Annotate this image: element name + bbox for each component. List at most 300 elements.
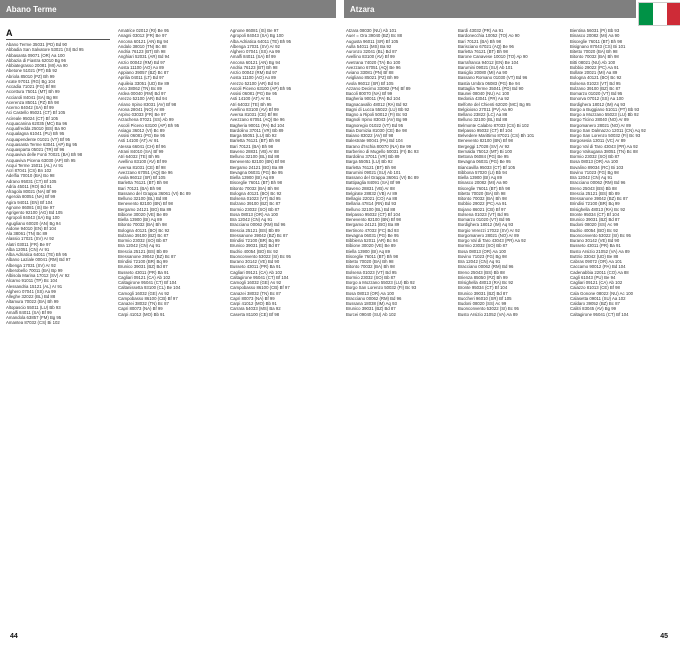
index-entry: Alessandria 15121 (AL) Ar 91 — [6, 283, 63, 289]
index-entry: Bisceglie 76011 (BT) Bh 98 — [458, 185, 510, 191]
index-entry: Alba 12051 (CN) Ar 91 — [6, 246, 50, 252]
index-entry: Borgomanero 28021 (NO) Ar 89 — [458, 232, 519, 238]
index-entry: Asti 14100 (AT) Ar 91 — [118, 138, 159, 144]
index-column-2 — [118, 28, 222, 612]
index-entry: Bardi 43032 (PR) Aa 91 — [458, 28, 504, 33]
index-entry: Bra 12042 (CN) Aq 91 — [118, 243, 161, 249]
index-entry: Ariano Irpino 83031 (AV) Bf 98 — [118, 101, 177, 107]
index-entry: Bolsena 01023 (VT) Bd 95 — [230, 196, 281, 201]
index-entry: Borgo Val di Taro 43043 (PR) Aa 92 — [458, 238, 526, 243]
index-entry: Battipaglia 84091 (SA) Bf 99 — [346, 180, 401, 186]
index-entry: Adria 45011 (RO) Bd 91 — [6, 183, 52, 189]
index-entry: Brindisi 72100 (BR) Bq 99 — [230, 238, 280, 243]
index-entry: Arzachena 07021 (SS) Ab 99 — [118, 117, 174, 123]
index-entry: Busseto 43011 (PR) Ba 91 — [230, 264, 281, 270]
flag-stripe-red — [667, 3, 680, 25]
index-entry: Bormio 23032 (SO) Bb 87 — [230, 206, 280, 212]
index-entry: Acqualagna 61041 (PU) Bh 95 — [6, 131, 65, 137]
index-entry: Buonconvento 53022 (SI) Bc 95 — [458, 306, 519, 312]
index-entry: Assisi 06081 (PG) Be 95 — [230, 91, 278, 96]
running-head-right: Atzara — [344, 0, 636, 18]
index-entry: Bertinoro 47032 (FC) Bd 93 — [346, 227, 399, 233]
index-entry: Bari 70121 (BA) Bh 98 — [118, 185, 161, 191]
index-entry: Abbadia San Salvatore 53021 (SI) Bd 95 — [6, 47, 84, 53]
index-entry: Ascoli Piceno 63100 (AP) Bh 95 — [118, 122, 180, 128]
index-entry: Agropoli 84043 (SA) Bg 100 — [6, 215, 60, 221]
index-entry: Belgioioso 27011 (PV) Aa 90 — [458, 106, 513, 112]
index-entry: Baveno 28831 (VB) Ar 88 — [230, 148, 279, 154]
index-entry: Amatrice 02012 (RI) Be 95 — [118, 28, 169, 33]
index-entry: Accettura 75011 (MT) Bh 99 — [6, 89, 60, 95]
index-entry: Bologna 40121 (BO) Bc 92 — [118, 227, 170, 233]
index-entry: Belvedere Marittimo 87021 (CS) Bh 101 — [458, 133, 535, 138]
index-entry: Belpasso 95032 (CT) Bf 104 — [458, 127, 513, 133]
index-entry: Balestrate 90041 (PA) Bd 104 — [346, 138, 403, 144]
index-entry: Borgo San Dalmazzo 12011 (CN) Aq 92 — [570, 127, 646, 133]
index-entry: Brienza 85050 (PZ) Bh 99 — [458, 274, 508, 280]
index-entry: Appiano 39057 (BZ) Bc 87 — [118, 70, 169, 75]
index-entry: Abetone 51021 (PT) Bb 92 — [6, 68, 58, 74]
index-entry: Borgo a Buggiano 51011 (PT) Bb 93 — [570, 106, 640, 112]
index-entry: Baunei 08040 (NU) Ac 100 — [458, 91, 510, 96]
index-entry: Ascoli Piceno 63100 (AP) Bh 95 — [230, 85, 292, 91]
index-entry: Biella 13900 (BI) Aq 89 — [346, 248, 390, 254]
index-entry: Bosa 08013 (OR) Aa 100 — [346, 290, 395, 296]
index-entry: Acireale 95024 (CT) Bf 105 — [6, 115, 59, 121]
index-entry: Bettona 06084 (PG) Be 95 — [458, 154, 509, 159]
index-entry: Auer = Ora 39040 (BZ) Bc 88 — [346, 33, 403, 39]
index-entry: Budoni 08020 (SS) Ac 99 — [458, 301, 507, 306]
index-entry: Borgio Verezzi 17022 (SV) Ar 92 — [458, 227, 520, 233]
index-entry: Atrani 84010 (SA) Bf 99 — [118, 148, 164, 154]
index-entry: Albano Laziale 00041 (RM) Bd 97 — [6, 257, 71, 263]
index-entry: Bordighera 18012 (IM) Aq 93 — [458, 222, 514, 228]
index-entry: Bardolino 37011 (VR) Bb 89 — [346, 154, 400, 159]
index-entry: Anghiari 52031 (AR) Bd 94 — [118, 54, 170, 60]
index-entry: Amalfi 84011 (SA) Bf 99 — [230, 54, 276, 60]
index-entry: Busseto 43011 (PR) Ba 91 — [118, 269, 169, 275]
index-entry: Bronte 95034 (CT) Bf 104 — [570, 211, 620, 217]
index-entry: Agnone 86081 (IS) Be 97 — [6, 204, 55, 210]
index-entry: Bovino 71023 (FG) Bg 98 — [458, 253, 507, 259]
index-entry: Borgomanero 28021 (NO) Ar 89 — [570, 122, 631, 128]
index-entry: Brisighella 48013 (RA) Bc 92 — [570, 206, 626, 212]
index-entry: Ancona 60121 (AN) Bg 94 — [230, 59, 281, 65]
index-entry: Biancavilla 95033 (CT) Bf 105 — [458, 164, 516, 170]
index-entry: Arona 28041 (NO) Ar 89 — [118, 106, 165, 112]
index-entry: Belmonte Calabro 87033 (CS) Bi 102 — [458, 122, 529, 128]
index-entry: Buttrio 33042 (UD) Be 88 — [570, 253, 619, 259]
index-entry: Buonconvento 53022 (SI) Bc 95 — [570, 232, 631, 238]
index-entry: Bergamo 24121 (BG) Ba 89 — [118, 206, 172, 212]
index-entry: Bagno a Ripoli 50012 (FI) Bc 93 — [346, 112, 408, 117]
index-entry: Burcei 09040 (SU) Ab 102 — [346, 311, 396, 317]
index-entry: Bovino 71023 (FG) Bg 98 — [570, 169, 619, 175]
index-entry: Baiano 83022 (AV) Bf 98 — [346, 133, 394, 138]
index-entry: Avellino 83100 (AV) Bf 99 — [230, 106, 279, 112]
index-entry: Bacoli 80070 (NA) Bf 99 — [346, 91, 393, 96]
index-entry: Breno 25043 (BS) Bb 88 — [570, 185, 617, 191]
index-entry: Ancona 60121 (AN) Bg 94 — [118, 38, 169, 44]
index-entry: Amantea 87032 (CS) Bi 102 — [6, 320, 60, 326]
index-entry: Bisceglie 76011 (BT) Bh 98 — [230, 180, 282, 186]
index-entry: Bobbio 29022 (PC) Aa 91 — [570, 64, 619, 70]
index-entry: Benevento 82100 (BN) Bf 98 — [458, 138, 513, 144]
index-entry: Belforte del Chienti 62020 (MC) Bg 95 — [458, 101, 531, 107]
index-entry: Adelfia 70010 (BA) Bo 98 — [6, 173, 55, 179]
index-entry: Caccamo 90012 (PA) Bd 104 — [570, 264, 626, 270]
index-entry: Barisciano 67021 (AQ) Be 96 — [458, 43, 514, 49]
index-entry: Bagnacavallo 48012 (RA) Bd 92 — [346, 101, 408, 107]
index-entry: Abano Terme 35031 (PD) Bd 90 — [6, 42, 68, 47]
index-entry: Bracciano 00062 (RM) Bd 96 — [230, 222, 286, 228]
index-entry: Brindisi 72100 (BR) Bq 99 — [118, 259, 168, 264]
index-entry: Bedonia 43041 (PR) Aa 92 — [458, 96, 510, 102]
index-entry: Acquasanta Terme 63041 (AP) Bg 95 — [6, 141, 78, 147]
index-entry: Bosa 08013 (OR) Aa 100 — [458, 248, 507, 254]
index-entry: Bomarzo 01020 (VT) Bd 95 — [458, 217, 511, 222]
index-entry: Alba Adriatica 64011 (TE) Bh 95 — [6, 252, 68, 257]
index-entry: Cagliari 09121 (CA) Ab 102 — [230, 269, 283, 275]
index-entry: Burano 30142 (VE) Bd 90 — [570, 238, 620, 243]
index-entry: Acate 97011 (RG) Bg 104 — [6, 78, 56, 84]
index-entry: Albenga 17031 (SV) Ar 92 — [6, 262, 56, 268]
index-entry: Bojano 86021 (CB) Bf 97 — [458, 206, 506, 212]
index-entry: Baia Domizia 81030 (CE) Be 98 — [346, 127, 407, 133]
index-entry: Busto Arsizio 21052 (VA) Aa 89 — [458, 311, 518, 317]
index-entry: Aversa 81031 (CE) Bf 98 — [118, 164, 166, 170]
index-entry: Brunico 39031 (BZ) Bd 87 — [230, 243, 280, 249]
index-entry: Arco 38062 (TN) Bc 89 — [118, 85, 162, 91]
index-entry: Barletta 76121 (BT) Bh 98 — [118, 180, 168, 186]
index-entry: Belluno 32100 (BL) Bd 88 — [230, 154, 280, 159]
index-entry: Alghero 07041 (SS) Aa 99 — [6, 288, 56, 294]
index-entry: Bitonto 70032 (BA) Bh 98 — [346, 264, 395, 270]
index-entry: Agira 94011 (EN) Bf 104 — [6, 199, 53, 205]
index-entry: Caltagirone 95041 (CT) Bf 104 — [118, 280, 177, 285]
index-entry: Bracciano 00062 (RM) Bd 96 — [346, 295, 402, 301]
index-entry: Bisceglie 76011 (BT) Bh 98 — [570, 38, 622, 44]
index-entry: Biella 13900 (BI) Aq 89 — [230, 175, 274, 180]
index-entry: Atzara 08030 (NU) Ab 101 — [346, 28, 397, 33]
index-entry: Abbazia di Fiastra 62010 Bg 96 — [6, 57, 66, 63]
index-entry: Agrigento 92100 (AG) Bd 105 — [6, 210, 63, 215]
index-entry: Borgo a Mozzano 55023 (LU) Bb 92 — [570, 112, 639, 117]
index-entry: Aprilia 04011 (LT) Bd 97 — [118, 75, 164, 81]
index-entry: Alassio 17021 (SV) Ar 92 — [6, 236, 55, 242]
index-entry: Brunico 39031 (BZ) Bd 87 — [118, 264, 168, 270]
index-entry: Ardea 00040 (RM) Bd 97 — [118, 91, 166, 96]
index-entry: Barga 55051 (LU) Bb 92 — [230, 133, 277, 138]
index-entry: Carrara 54033 (MS) Ba 92 — [230, 306, 281, 312]
index-entry: Bolsena 01023 (VT) Bd 95 — [346, 269, 397, 275]
flag-stripe-green — [639, 3, 653, 25]
index-entry: Atri 64032 (TE) Bh 95 — [230, 101, 272, 107]
index-entry: Belluno 32100 (BL) Bd 88 — [118, 196, 168, 201]
index-entry: Aci Castello 95021 (CT) Bf 105 — [6, 110, 66, 116]
index-entry: Benevento 82100 (BN) Bf 98 — [230, 159, 285, 165]
index-entry: Bagni di Lucca 55022 (LU) Bb 92 — [346, 106, 410, 112]
index-entry: Acquaviva Picena 63030 (AP) Bh 95 — [6, 157, 76, 163]
index-entry: Acqui Terme 15011 (AL) Ar 91 — [6, 162, 64, 168]
index-entry: Canazei 38032 (TN) Bc 87 — [118, 301, 169, 306]
index-entry: Bardonecchia 10052 (TO) Ao 90 — [458, 33, 520, 39]
index-entry: Bollate 20021 (MI) Aa 89 — [570, 70, 618, 75]
index-entry: Bientina 56031 (PI) Bb 93 — [570, 28, 620, 33]
index-entry: Alghero 07041 (SS) Aa 99 — [230, 49, 280, 54]
index-entry: Bibione 30020 (VE) Be 89 — [346, 243, 396, 249]
index-column-5 — [458, 28, 562, 612]
index-entry: Aosta 11100 (AO) Ao 89 — [230, 75, 276, 81]
index-entry: Caltagirone 95041 (CT) Bf 104 — [570, 311, 629, 317]
index-entry: Anzio 00042 (RM) Bd 97 — [118, 59, 166, 65]
index-entry: Barga 55051 (LU) Bb 92 — [346, 159, 393, 165]
index-entry: Brescia 25121 (BS) Bb 89 — [118, 248, 168, 254]
index-entry: Bellano 23822 (LC) Aa 88 — [458, 112, 508, 117]
index-entry: Bagnoregio 01022 (VT) Bd 95 — [346, 122, 404, 128]
index-entry: Aversa 81031 (CE) Bf 98 — [230, 112, 278, 117]
index-entry: Bellaria 47814 (RN) Bd 93 — [346, 201, 397, 207]
index-entry: Bagnoli Irpino 83043 (AV) Bg 99 — [346, 117, 408, 123]
index-entry: Binasco 20082 (MI) Aa 90 — [570, 33, 620, 39]
index-entry: Abbiategrasso 20081 (MI) Aa 90 — [6, 63, 68, 68]
index-entry: Bevagna 06031 (PG) Be 95 — [230, 169, 283, 175]
index-entry: Brisighella 48013 (RA) Bc 92 — [458, 280, 514, 285]
index-entry: Brescia 25121 (BS) Bb 89 — [230, 227, 280, 233]
index-entry: Basiglio 20080 (MI) Aa 90 — [458, 70, 508, 75]
index-entry: Bisceglie 76011 (BT) Bh 98 — [346, 253, 398, 259]
index-entry: Bellagio 22021 (CO) Aa 88 — [346, 196, 398, 201]
index-entry: Bibbiena 52011 (AR) Bc 94 — [346, 238, 398, 243]
page-number-right: 45 — [660, 633, 668, 640]
index-entry: Avetrana 74020 (TA) Bo 100 — [346, 59, 401, 65]
index-entry: Bisignano 87043 (CS) Bi 101 — [570, 43, 626, 49]
index-entry: Acquaviva delle Fonti 70021 (BA) Bh 98 — [6, 152, 83, 158]
index-entry: Bardolino 37011 (VR) Bb 89 — [230, 127, 284, 133]
index-entry: Augusta 96011 (SR) Bf 105 — [346, 38, 399, 44]
index-entry: Borgo San Lorenzo 50032 (FI) Bc 93 — [570, 133, 641, 138]
index-entry: Borgo Valsugana 38051 (TN) Bc 88 — [570, 148, 638, 154]
index-entry: Busto Arsizio 21052 (VA) Aa 89 — [570, 248, 630, 254]
index-entry: Brunico 39031 (BZ) Bd 87 — [346, 306, 396, 312]
index-entry: Bernalda 75012 (MT) Bi 100 — [458, 148, 512, 154]
index-entry: Barletta 76121 (BT) Bh 98 — [346, 164, 396, 170]
index-entry: Bolsena 01023 (VT) Bd 95 — [458, 211, 509, 217]
index-entry: Avezzano 67051 (AQ) Be 96 — [346, 64, 401, 70]
index-entry: Bormio 23032 (SO) Bb 87 — [458, 243, 508, 249]
index-entry: Bressanone 39042 (BZ) Bc 87 — [570, 196, 628, 201]
index-entry: Agnone 86081 (IS) Be 97 — [230, 28, 279, 33]
index-entry: Andalo 38010 (TN) Bc 88 — [118, 43, 167, 49]
index-entry: Auronzo 32041 (BL) Bd 87 — [346, 49, 397, 54]
index-entry: Acquacanina 62035 (MC) Ba 96 — [6, 120, 68, 126]
index-entry: Calitri 83045 (AV) Bg 99 — [570, 306, 617, 312]
index-entry: Bitti 08021 (NU) Ab 100 — [570, 59, 616, 65]
index-entry: Anagni 03012 (FR) Be 97 — [118, 33, 167, 39]
index-entry: Bra 12042 (CN) Aq 91 — [230, 217, 273, 222]
index-entry: Carpi 41012 (MO) Bb 91 — [230, 301, 277, 306]
index-entry: Brunico 39031 (BZ) Bd 87 — [458, 290, 508, 296]
index-entry: Barumini 09021 (SU) Ab 101 — [458, 64, 513, 70]
index-entry: Caserta 81100 (CE) Bf 98 — [230, 311, 280, 317]
index-entry: Aosta 11100 (AO) Ao 89 — [118, 64, 164, 70]
index-entry: Bosa 08013 (OR) Aa 100 — [570, 159, 619, 165]
index-entry: Accadia 71021 (FG) Bf 98 — [6, 84, 56, 89]
index-entry: Buccheri 96010 (SR) Bf 105 — [458, 295, 512, 301]
index-entry: Bergeggi 17028 (SV) Ar 92 — [458, 143, 510, 149]
index-entry: Bressanone 39042 (BZ) Bc 87 — [118, 253, 176, 259]
index-column-4 — [346, 28, 450, 612]
index-entry: Altamura 70022 (BA) Bh 99 — [6, 299, 59, 305]
index-entry: Alba Adriatica 64011 (TE) Bh 95 — [230, 38, 292, 44]
index-entry: Alcamo 91011 (TP) Bc 104 — [6, 278, 58, 284]
index-entry: Bitetto 70020 (BA) Bh 98 — [458, 190, 506, 196]
index-entry: Barone Canavese 10010 (TO) Ap 90 — [458, 54, 528, 60]
index-entry: Avellino 83100 (AV) Bf 99 — [346, 54, 395, 60]
index-entry: Bracciano 00062 (RM) Bd 96 — [458, 264, 514, 270]
index-entry: Bressanone 39042 (BZ) Bc 87 — [230, 232, 288, 238]
index-entry: Bussana 18038 (IM) Aq 93 — [346, 301, 397, 306]
index-column-6 — [570, 28, 674, 612]
index-entry: Amandola 63857 (FM) Bg 95 — [6, 315, 62, 320]
index-entry: Binasco 20082 (MI) Aa 90 — [458, 180, 508, 186]
index-entry: Burano 30142 (VE) Bd 90 — [230, 259, 280, 264]
index-entry: Bitonto 70032 (BA) Bh 98 — [570, 54, 619, 60]
index-entry: Bosa 08013 (OR) Aa 100 — [230, 211, 279, 217]
index-entry: Carpi 41012 (MO) Bb 91 — [118, 311, 165, 317]
index-entry: Afragola 80021 (NA) Bf 99 — [6, 189, 57, 194]
index-entry: Bra 12042 (CN) Aq 91 — [458, 259, 501, 264]
index-entry: Camogli 16032 (GE) As 92 — [118, 290, 170, 296]
index-entry: Avezzano 67051 (AQ) Be 96 — [118, 169, 173, 175]
index-entry: Bormio 23032 (SO) Bb 87 — [346, 274, 396, 280]
index-entry: Cagli 61043 (PU) Be 94 — [570, 274, 616, 280]
index-entry: Andria 76123 (BT) Bh 98 — [230, 64, 278, 70]
index-entry: Borgo Val di Taro 43043 (PR) Aa 92 — [570, 143, 638, 149]
index-entry: Bolsena 01023 (VT) Bd 95 — [570, 80, 621, 86]
index-entry: Barletta 76121 (BT) Bh 98 — [230, 138, 280, 144]
index-entry: Bomarzo 01020 (VT) Bd 95 — [570, 91, 623, 96]
index-entry: Busseto 43011 (PR) Ba 91 — [570, 243, 621, 249]
index-entry: Aulla 54011 (MS) Ba 92 — [346, 43, 392, 49]
index-entry: Cabras 09072 (OR) Aa 101 — [570, 259, 623, 264]
index-entry: Atessa 66041 (CH) Bf 96 — [118, 143, 166, 149]
index-entry: Bormio 23032 (SO) Bb 87 — [570, 154, 620, 159]
index-entry: Bassano del Grappa 36061 (VI) Bc 89 — [346, 175, 419, 180]
index-entry: Arezzo 52100 (AR) Bd 94 — [118, 96, 167, 102]
index-entry: Alleghe 32022 (BL) Bd 88 — [6, 294, 56, 299]
index-entry: Biella 13900 (BI) Aq 89 — [458, 175, 502, 180]
index-entry: Bonorva 07012 (SS) Aa 100 — [570, 96, 624, 102]
index-entry: Azzano Decimo 33082 (PN) Bf 89 — [346, 85, 411, 91]
index-entry: Bitonto 70032 (BA) Bh 98 — [458, 196, 507, 201]
index-entry: Atri 64032 (TE) Bh 95 — [118, 154, 160, 159]
index-entry: Altopascio 55011 (LU) Bb 93 — [6, 304, 61, 310]
index-entry: Acerenza 85011 (PZ) Bh 98 — [6, 99, 59, 105]
index-entry: Campobasso 86100 (CB) Bf 97 — [230, 285, 290, 291]
index-entry: Barberino di Mugello 50031 (FI) Bc 93 — [346, 148, 419, 154]
index-entry: Bari 70121 (BA) Bh 98 — [458, 38, 501, 44]
index-entry: Cagliari 09121 (CA) Ab 102 — [570, 280, 623, 285]
index-entry: Avola 96012 (SR) Bf 105 — [118, 175, 166, 180]
index-entry: Camogli 16032 (GE) As 92 — [230, 280, 282, 285]
index-entry: Bagheria 90011 (PA) Bd 104 — [346, 96, 401, 102]
index-entry: Bolzano 39100 (BZ) Bc 87 — [230, 201, 281, 207]
index-entry: Asiago 36012 (VI) Bc 89 — [118, 127, 165, 133]
section-letter: A — [6, 28, 110, 40]
index-entry: Agugliano 60020 (AN) Bg 94 — [6, 220, 61, 226]
index-entry: Caldaro 39052 (BZ) Bc 87 — [570, 301, 620, 306]
index-entry: Bitonto 70032 (BA) Bh 98 — [118, 222, 167, 228]
index-entry: Aidone 94010 (EN) Bf 104 — [6, 225, 57, 231]
index-entry: Caltagirone 95041 (CT) Bf 104 — [230, 274, 289, 280]
index-entry: Barrafranca 94012 (EN) Be 104 — [458, 59, 519, 65]
flag-stripe-white — [653, 3, 667, 25]
index-entry: Bergamo 24121 (BG) Ba 89 — [230, 164, 284, 170]
index-entry: Abriola 85010 (PZ) Bh 99 — [6, 73, 55, 79]
index-entry: Bologna 40121 (BO) Bc 92 — [570, 75, 622, 81]
index-entry: Cala Gonone 08022 (NU) Ac 100 — [570, 290, 634, 296]
index-entry: Baveno 28831 (VB) Ar 88 — [346, 185, 395, 191]
index-entry: Belpasso 95032 (CT) Bf 104 — [346, 211, 401, 217]
index-entry: Barumini 09021 (SU) Ab 101 — [346, 169, 401, 175]
index-entry: Avellino 83100 (AV) Bf 99 — [118, 159, 167, 165]
index-entry: Calasetta 09011 (SU) Aa 102 — [570, 295, 626, 301]
index-entry: Bitetto 70020 (BA) Bh 98 — [570, 49, 618, 54]
index-entry: Campobasso 86100 (CB) Bf 97 — [118, 295, 178, 301]
index-entry: Arezzo 52100 (AR) Bd 94 — [230, 80, 279, 86]
index-entry: Capri 80073 (NA) Bf 99 — [118, 306, 163, 312]
index-entry: Bastia Umbra 06083 (PG) Be 94 — [458, 80, 520, 86]
index-column-3 — [230, 28, 334, 612]
index-entry: Abbasanta 09071 (OR) Aa 100 — [6, 52, 65, 58]
index-entry: Bronte 95034 (CT) Bf 104 — [458, 285, 508, 291]
index-entry: Acri 87041 (CS) Bn 102 — [6, 168, 52, 173]
index-entry: Caiazzo 81013 (CE) Bf 98 — [570, 285, 620, 291]
index-entry: Barletta 76121 (BT) Bh 98 — [458, 49, 508, 54]
index-entry: Belluno 32100 (BL) Bd 88 — [458, 117, 508, 123]
index-entry: Adrano 95031 (CT) Bf 105 — [6, 178, 57, 184]
index-entry: Belgirate 28832 (VB) Ar 89 — [346, 190, 398, 196]
index-entry: Bibione 30020 (VE) Be 89 — [118, 211, 168, 217]
index-entry: Asti 14100 (AT) Ar 91 — [230, 96, 271, 102]
index-entry: Agropoli 84043 (SA) Bg 100 — [230, 33, 284, 39]
index-entry: Avezzano 67051 (AQ) Be 96 — [230, 117, 285, 123]
index-entry: Avola 96012 (SR) Bf 105 — [346, 80, 394, 86]
page-number-left: 44 — [10, 633, 18, 640]
index-entry: Arpino 03033 (FR) Be 97 — [118, 112, 166, 117]
index-entry: Bolzano 39100 (BZ) Bc 87 — [118, 232, 169, 238]
index-entry: Belluno 32100 (BL) Bd 88 — [346, 206, 396, 212]
index-entry: Battaglia Terme 35041 (PD) Bd 90 — [458, 85, 524, 91]
index-entry: Albisola Marina 17012 (SV) Ar 92 — [6, 273, 70, 278]
index-entry: Bovalino 89034 (RC) Bi 103 — [570, 164, 624, 170]
index-entry: Acquapendente 01021 (VT) Bf 95 — [6, 136, 71, 142]
index-entry: Bassano Romano 01030 (VT) Bd 96 — [458, 75, 528, 81]
index-entry: Budrio 40054 (BO) Bc 92 — [230, 248, 279, 254]
index-entry: Buonconvento 53022 (SI) Bc 95 — [230, 253, 291, 259]
index-entry: Avigliano 85021 (PZ) Bh 99 — [346, 75, 399, 81]
index-entry: Brescia 25121 (BS) Bb 89 — [570, 190, 620, 196]
index-entry: Canazei 38032 (TN) Bc 87 — [230, 290, 281, 296]
index-entry: Biella 13900 (BI) Aq 89 — [118, 217, 162, 222]
index-entry: Brunico 39031 (BZ) Bd 87 — [570, 217, 620, 222]
index-entry: Bobbio 29022 (PC) Aa 91 — [458, 201, 507, 207]
index-entry: Ala 38061 (TN) Bc 89 — [6, 231, 48, 236]
index-entry: Bitetto 70020 (BA) Bh 98 — [346, 259, 394, 264]
index-entry: Breno 25043 (BS) Bb 88 — [458, 269, 505, 275]
index-entry: Bitonto 70032 (BA) Bh 98 — [230, 185, 279, 191]
